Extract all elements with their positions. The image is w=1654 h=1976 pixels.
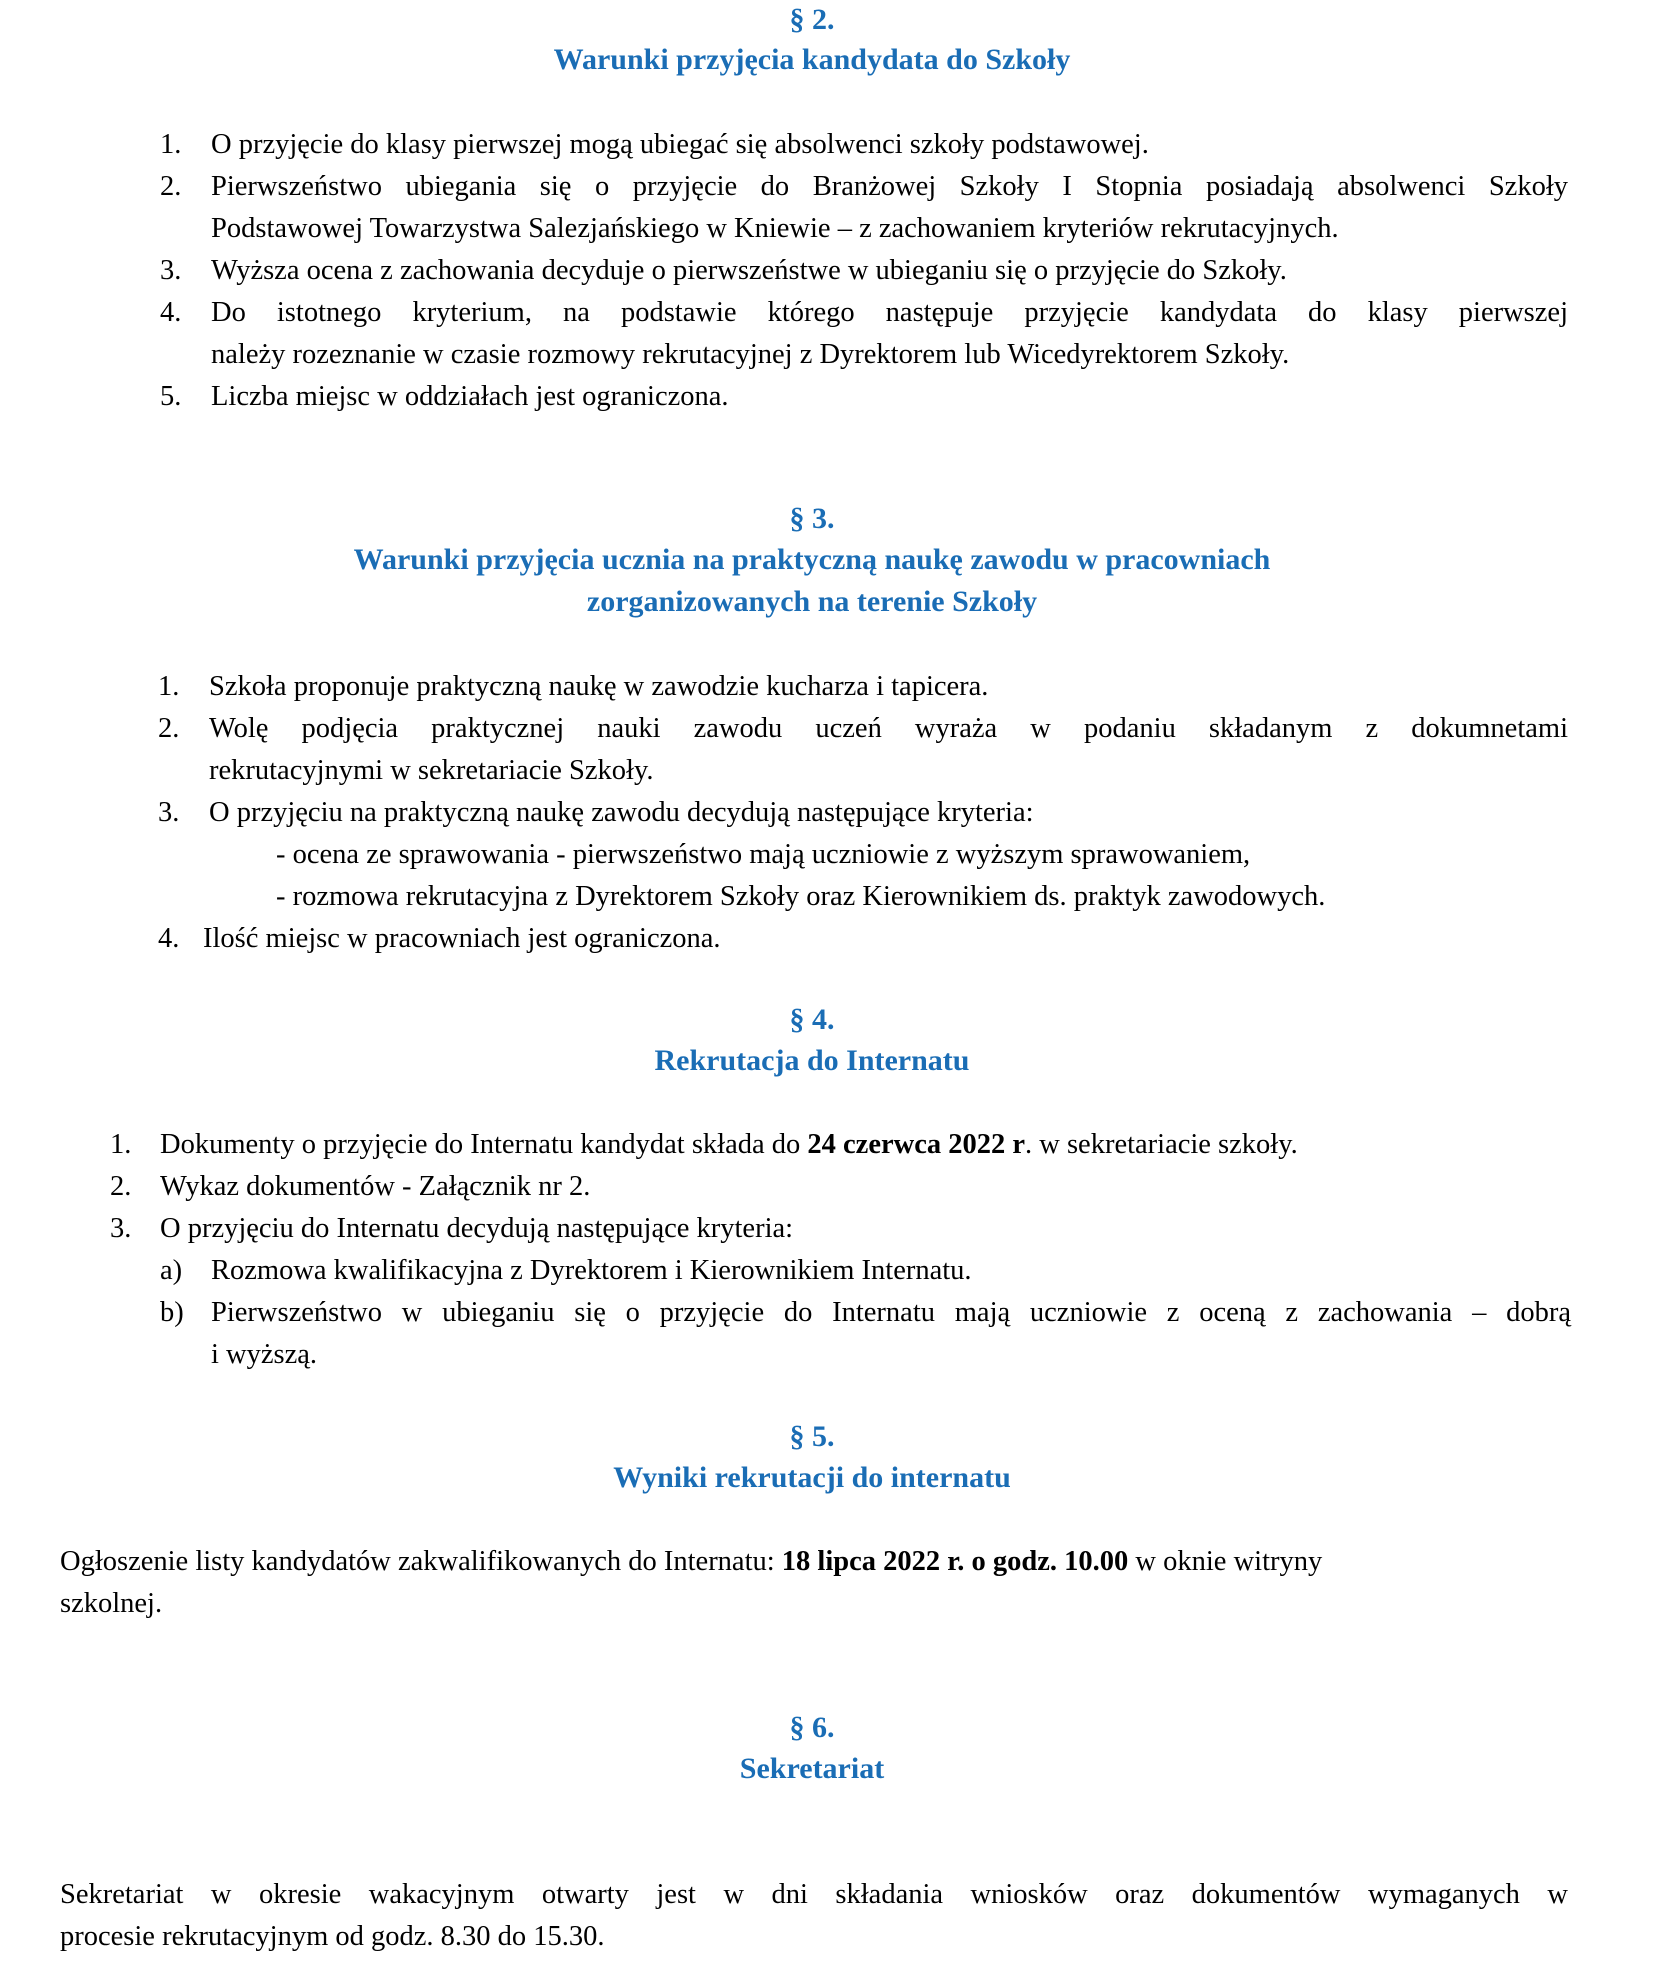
list-marker: 5. bbox=[160, 381, 182, 412]
section-4-title: Rekrutacja do Internatu bbox=[654, 1044, 970, 1077]
list-item-continuation: rekrutacyjnymi w sekretariacie Szkoły. bbox=[209, 755, 654, 786]
sub-list-item: - rozmowa rekrutacyjna z Dyrektorem Szkoły oraz Kierownikiem ds. praktyk zawodowych. bbox=[276, 881, 1326, 912]
sub-list-item-continuation: i wyższą. bbox=[211, 1339, 318, 1370]
sub-list-item: - ocena ze sprawowania - pierwszeństwo mają uczniowie z wyższym sprawowaniem, bbox=[276, 839, 1251, 870]
section-6-number: § 6. bbox=[789, 1711, 835, 1744]
section-5-number: § 5. bbox=[789, 1420, 835, 1453]
list-marker: 4. bbox=[160, 297, 182, 328]
list-item bbox=[160, 1124, 1298, 1166]
section-3-title-line-1: Warunki przyjęcia ucznia na praktyczną naukę zawodu w pracowniach bbox=[353, 543, 1271, 576]
list-item: Ilość miejsc w pracowniach jest ograniczona. bbox=[203, 923, 721, 954]
list-item: O przyjęciu do Internatu decydują następujące kryteria: bbox=[160, 1213, 794, 1244]
section-2-number: § 2. bbox=[789, 3, 835, 36]
section-4-number: § 4. bbox=[789, 1003, 835, 1036]
list-item: Wyższa ocena z zachowania decyduje o pierwszeństwe w ubieganiu się o przyjęcie do Szkoły. bbox=[211, 255, 1287, 286]
list-item: O przyjęciu na praktyczną naukę zawodu decydują następujące kryteria: bbox=[209, 797, 1034, 828]
sub-list-item: Pierwszeństwo w ubieganiu się o przyjęcie do Internatu mają uczniowie z oceną z zachowania – dobrą bbox=[211, 1297, 1571, 1328]
list-marker: 3. bbox=[158, 797, 180, 828]
paragraph-continuation: procesie rekrutacyjnym od godz. 8.30 do 15.30. bbox=[60, 1921, 605, 1952]
list-item: Szkoła proponuje praktyczną naukę w zawodzie kucharza i tapicera. bbox=[209, 671, 989, 702]
list-item: O przyjęcie do klasy pierwszej mogą ubiegać się absolwenci szkoły podstawowej. bbox=[211, 129, 1149, 160]
list-item-text: . w sekretariacie szkoły. bbox=[1025, 1129, 1298, 1160]
sub-list-item: Rozmowa kwalifikacyjna z Dyrektorem i Kierownikiem Internatu. bbox=[211, 1255, 972, 1286]
announcement-date: 18 lipca 2022 r. o godz. 10.00 bbox=[781, 1546, 1129, 1577]
paragraph-text: w oknie witryny bbox=[1128, 1546, 1323, 1577]
list-marker: 1. bbox=[160, 129, 182, 160]
announcement-paragraph bbox=[60, 1541, 1322, 1583]
section-6-title: Sekretariat bbox=[739, 1752, 885, 1785]
sub-list-marker: a) bbox=[160, 1255, 183, 1286]
list-item-continuation: Podstawowej Towarzystwa Salezjańskiego w Kniewie – z zachowaniem kryteriów rekrutacyjnych. bbox=[211, 213, 1339, 244]
paragraph-text: Ogłoszenie listy kandydatów zakwalifikowanych do Internatu: bbox=[60, 1546, 782, 1577]
list-item: Pierwszeństwo ubiegania się o przyjęcie do Branżowej Szkoły I Stopnia posiadają absolwenci Szkoły bbox=[211, 171, 1568, 202]
list-item: Wykaz dokumentów - Załącznik nr 2. bbox=[160, 1171, 591, 1202]
list-marker: 1. bbox=[110, 1129, 132, 1160]
list-marker: 2. bbox=[160, 171, 182, 202]
paragraph-continuation: szkolnej. bbox=[60, 1588, 163, 1619]
list-marker: 2. bbox=[158, 713, 180, 744]
deadline-date: 24 czerwca 2022 r bbox=[807, 1129, 1025, 1160]
list-marker: 4. bbox=[158, 923, 180, 954]
section-5-title: Wyniki rekrutacji do internatu bbox=[613, 1461, 1011, 1494]
list-marker: 2. bbox=[110, 1171, 132, 1202]
list-marker: 3. bbox=[110, 1213, 132, 1244]
list-item-continuation: należy rozeznanie w czasie rozmowy rekrutacyjnej z Dyrektorem lub Wicedyrektorem Szkoły. bbox=[211, 339, 1290, 370]
office-hours-paragraph: Sekretariat w okresie wakacyjnym otwarty jest w dni składania wniosków oraz dokumentów wymaganych w bbox=[60, 1879, 1568, 1910]
section-2-title: Warunki przyjęcia kandydata do Szkoły bbox=[553, 43, 1071, 76]
list-item: Wolę podjęcia praktycznej nauki zawodu uczeń wyraża w podaniu składanym z dokumnetami bbox=[209, 713, 1568, 744]
list-item: Liczba miejsc w oddziałach jest ograniczona. bbox=[211, 381, 729, 412]
section-3-title-line-2: zorganizowanych na terenie Szkoły bbox=[586, 585, 1038, 618]
list-marker: 3. bbox=[160, 255, 182, 286]
section-3-number: § 3. bbox=[789, 502, 835, 535]
sub-list-marker: b) bbox=[160, 1297, 184, 1328]
list-marker: 1. bbox=[158, 671, 180, 702]
list-item: Do istotnego kryterium, na podstawie którego następuje przyjęcie kandydata do klasy pierwszej bbox=[211, 297, 1568, 328]
list-item-text: Dokumenty o przyjęcie do Internatu kandydat składa do bbox=[160, 1129, 808, 1160]
